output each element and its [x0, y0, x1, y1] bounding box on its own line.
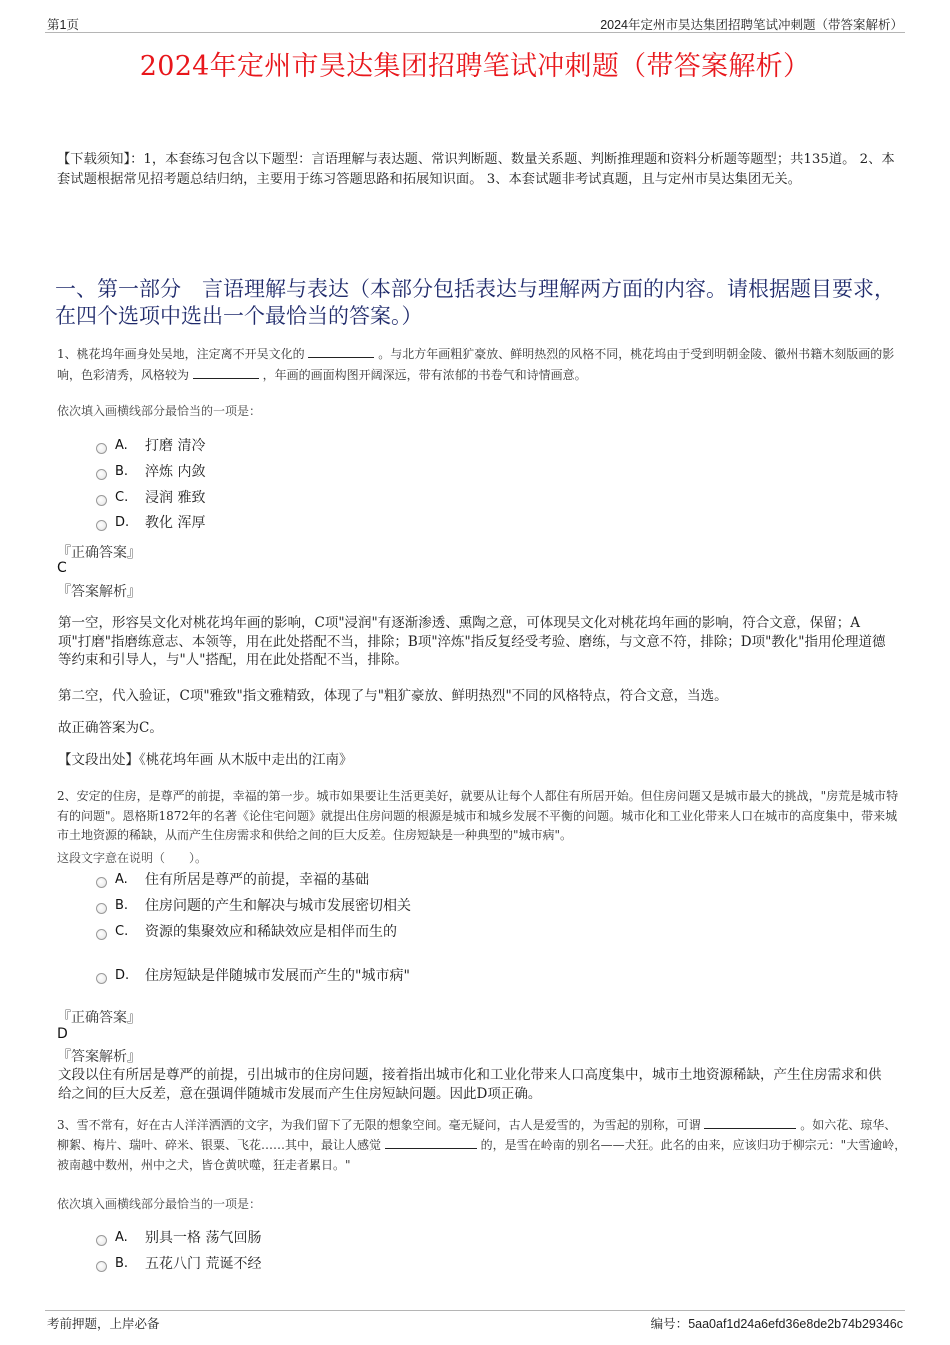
- fill-blank: [193, 365, 259, 379]
- option-text: 教化 浑厚: [145, 515, 206, 531]
- fill-blank: [385, 1135, 477, 1149]
- question-2-option-c[interactable]: [96, 920, 397, 942]
- fill-blank: [308, 344, 374, 358]
- radio-icon[interactable]: [96, 929, 107, 940]
- option-text: 别具一格 荡气回肠: [145, 1230, 262, 1246]
- analysis-label: 『答案解析』: [57, 584, 141, 600]
- analysis-paragraph: 第一空，形容吴文化对桃花坞年画的影响，C项"浸润"有逐渐渗透、熏陶之意，可体现吴文化对桃花坞年画的影响，符合文意，保留；A项"打磨"指磨练意志、本领等，用在此处搭配不当，排除；B项"淬炼"指反复经受考验、磨练，与文意不符，排除；D项"教化"指用伦理道德等约束和引导人，与"人"搭配，用在此处搭配不当，排除。: [58, 615, 886, 668]
- option-text: 淬炼 内敛: [145, 464, 206, 480]
- question-3-option-b[interactable]: [96, 1252, 261, 1274]
- document-title: 2024年定州市昊达集团招聘笔试冲刺题（带答案解析）: [139, 51, 811, 82]
- question-2-prompt: 这段文字意在说明（ ）。: [57, 851, 208, 865]
- option-letter: A.: [115, 437, 128, 453]
- running-title: 2024年定州市昊达集团招聘笔试冲刺题（带答案解析）: [600, 18, 903, 32]
- analysis-conclusion: 故正确答案为C。: [58, 720, 163, 736]
- stem-text: 的，是雪在岭南的别名——犬狂。此名的由来，应该归功于柳宗元："大雪逾岭，被南越中数州，州中之犬，皆仓黄吠噬，狂走者累日。": [57, 1138, 907, 1172]
- option-text: 五花八门 荒诞不经: [145, 1256, 262, 1272]
- page-footer: [45, 1310, 905, 1330]
- stem-text: 1、桃花坞年画身处吴地，注定离不开吴文化的: [57, 347, 305, 361]
- option-text: 浸润 雅致: [145, 490, 206, 506]
- radio-icon[interactable]: [96, 973, 107, 984]
- question-1-option-a[interactable]: [96, 434, 205, 456]
- download-notice: 【下载须知】：1，本套练习包含以下题型：言语理解与表达题、常识判断题、数量关系题、判断推理题和资料分析题等题型；共135道。 2、本套试题根据常见招考题总结归纳，主要用于练习答题思路和拓展知识面。 3、本套试题非考试真题，且与定州市昊达集团无关。: [57, 152, 895, 187]
- option-letter: B.: [115, 1255, 129, 1271]
- option-text: 资源的集聚效应和稀缺效应是相伴而生的: [145, 924, 397, 940]
- option-text: 住有所居是尊严的前提，幸福的基础: [145, 872, 369, 888]
- question-2-option-a[interactable]: [96, 868, 369, 890]
- radio-icon[interactable]: [96, 469, 107, 480]
- radio-icon[interactable]: [96, 877, 107, 888]
- radio-icon[interactable]: [96, 1261, 107, 1272]
- question-3-option-a[interactable]: [96, 1226, 261, 1248]
- correct-answer-label: 『正确答案』: [57, 545, 141, 561]
- correct-answer-value: C: [57, 560, 67, 576]
- question-1-stem: [57, 344, 907, 386]
- id-label: 编号：: [650, 1317, 689, 1331]
- question-1-option-d[interactable]: [96, 511, 205, 533]
- document-id: [651, 1314, 903, 1332]
- option-letter: C.: [115, 489, 129, 505]
- analysis-paragraph: 文段以住有所居是尊严的前提，引出城市的住房问题，接着指出城市化和工业化带来人口高度集中，城市土地资源稀缺，产生住房需求和供给之间的巨大反差，意在强调伴随城市发展而产生住房短缺问题。因此D项正确。: [58, 1067, 882, 1102]
- option-text: 打磨 清冷: [145, 438, 206, 454]
- stem-text: 3、雪不常有，好在古人洋洋洒洒的文字，为我们留下了无限的想象空间。毫无疑问，古人是爱雪的，为雪起的别称，可谓: [57, 1118, 701, 1132]
- option-letter: B.: [115, 897, 129, 913]
- question-1-option-c[interactable]: [96, 486, 205, 508]
- analysis-label: 『答案解析』: [57, 1049, 141, 1065]
- question-2-option-d[interactable]: [96, 964, 410, 986]
- page-number: 第1页: [47, 18, 79, 32]
- radio-icon[interactable]: [96, 903, 107, 914]
- option-letter: D.: [115, 967, 130, 983]
- fill-blank: [704, 1115, 796, 1129]
- option-text: 住房短缺是伴随城市发展而产生的"城市病": [145, 968, 410, 984]
- radio-icon[interactable]: [96, 495, 107, 506]
- correct-answer-value: D: [57, 1026, 68, 1042]
- option-letter: D.: [115, 514, 130, 530]
- section-heading: 一、第一部分 言语理解与表达（本部分包括表达与理解两方面的内容。请根据题目要求，在四个选项中选出一个最恰当的答案。）: [55, 277, 895, 328]
- radio-icon[interactable]: [96, 443, 107, 454]
- question-1-prompt: 依次填入画横线部分最恰当的一项是：: [57, 404, 262, 418]
- footer-slogan: 考前押题，上岸必备: [47, 1317, 160, 1331]
- stem-text: 。如六花、琼华、柳絮、梅片、瑞叶、碎米、银粟、飞花……其中，最让人感觉: [57, 1118, 897, 1152]
- question-1-option-b[interactable]: [96, 460, 205, 482]
- stem-text: 。与北方年画粗犷豪放、鲜明热烈的风格不同，桃花坞由于受到明朝金陵、徽州书籍木刻版画的影响，色彩清秀，风格较为: [57, 347, 895, 382]
- stem-text: ，年画的画面构图开阔深远，带有浓郁的书卷气和诗情画意。: [262, 368, 587, 382]
- option-letter: A.: [115, 871, 128, 887]
- question-3-prompt: 依次填入画横线部分最恰当的一项是：: [57, 1197, 262, 1211]
- option-letter: A.: [115, 1229, 128, 1245]
- page-header: [45, 15, 905, 33]
- question-2-stem: 2、安定的住房，是尊严的前提，幸福的第一步。城市如果要让生活更美好，就要从让每个人都住有所居开始。但住房问题又是城市最大的挑战，"房荒是城市特有的问题"。恩格斯1872年的名著《论住宅问题》就提出住房问题的根源是城市和城乡发展不平衡的问题。城市化和工业化带来人口在城市的高度集中，带来城市土地资源的稀缺，从而产生住房需求和供给之间的巨大反差。住房短缺是一种典型的"城市病"。: [57, 789, 899, 842]
- source-citation: 【文段出处】《桃花坞年画 从木版中走出的江南》: [58, 752, 353, 768]
- radio-icon[interactable]: [96, 520, 107, 531]
- option-text: 住房问题的产生和解决与城市发展密切相关: [145, 898, 411, 914]
- option-letter: B.: [115, 463, 129, 479]
- correct-answer-label: 『正确答案』: [57, 1010, 141, 1026]
- radio-icon[interactable]: [96, 1235, 107, 1246]
- question-2-option-b[interactable]: [96, 894, 411, 916]
- option-letter: C.: [115, 923, 129, 939]
- id-value: 5aa0af1d24a6efd36e8de2b74b29346c: [688, 1317, 903, 1331]
- question-3-stem: [57, 1115, 907, 1175]
- analysis-paragraph: 第二空，代入验证，C项"雅致"指文雅精致，体现了与"粗犷豪放、鲜明热烈"不同的风格特点，符合文意，当选。: [58, 688, 728, 704]
